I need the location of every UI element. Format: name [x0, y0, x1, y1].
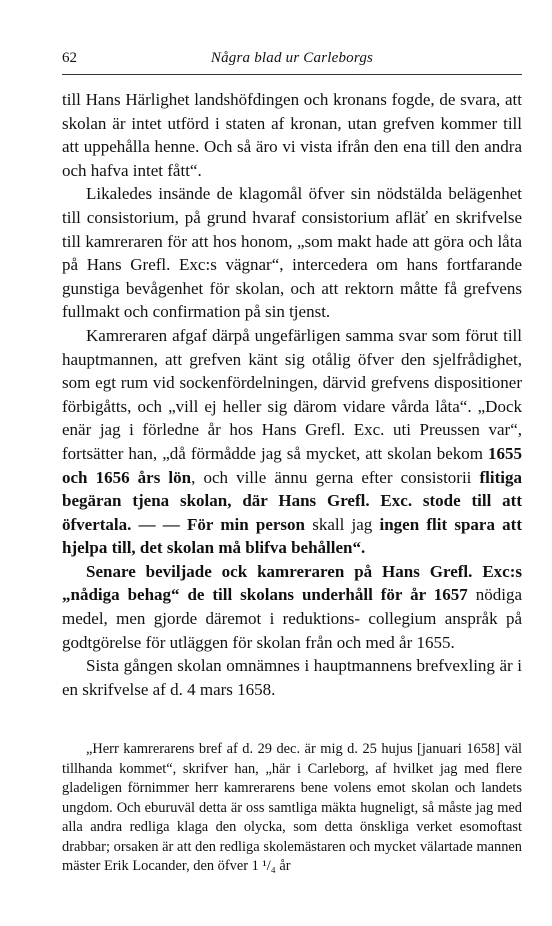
paragraph-4-text: nödiga medel, men gjorde däremot i reduktions- collegium anspråk på godtgörelse för utläggen för skolan från och med år 1655. [62, 585, 522, 652]
paragraph-3-bold-1: 1655 och 1656 års lön [62, 443, 522, 487]
body-text [62, 88, 522, 701]
running-title: Några blad ur Carleborgs [210, 50, 374, 66]
paragraph-4-bold: Senare beviljade ock kamreraren på Hans Grefl. Exc:s „nådiga behag“ de till skolans underhåll för år 1657 [62, 561, 522, 605]
paragraph-3-text-d: må blifva behållen [214, 538, 353, 558]
paragraph-3-text-a: Kamreraren afgaf därpå ungefärligen samma svar som förut till hauptmannen, att grefven känt sig otålig öfver den sjelfrådighet, som egt rum vid sockenfördelningen, därvid grefvens dispositioner förbigåtts, och „vill ej heller sig därom vidare vårda låta“. „Dock enär jag i förledne år hos Hans Grefl. Exc. uti Preussen var“, fortsätter han, „då förmådde jag så mycket, att skolan bekom [62, 325, 522, 463]
quoted-letter: „Herr kamrerarens bref af d. 29 dec. är mig d. 25 hujus [januari 1658] väl tillhanda kommet“, skrifver han, „här i Carleborg, af hvilket jag med flere gladeligen förnimmer herr kamrerarens bene volens emot skolan och landets ungdom. Och eburuväl detta är oss samtliga mäkta hugneligt, så måste jag med alla andra redliga klaga den olycka, som detta önskliga verket esomoftast drabbar; orsaken är att den redliga skolemästaren och mycket välartade mannen mäster Erik Locander, den öfver 1 ¹/₄ år [62, 741, 522, 874]
paragraph-5: Sista gången skolan omnämnes i hauptmannens brefvexling är i en skrifvelse af d. 4 mars 1658. [62, 656, 522, 699]
paragraph-3-text-c: skall jag [305, 514, 380, 534]
paragraph-3-bold-3: ingen flit spara att hjelpa till, det skolan [62, 514, 522, 558]
paragraph-3-text-e: “. [352, 538, 366, 558]
paragraph-1: till Hans Härlighet landshöfdingen och kronans fogde, de svara, att skolan är intet utförd i staten af kronan, utan grefven kommer till att uppehålla henne. Och så äro vi vista ifrån den ena till den andra och hafva intet fått“. [62, 90, 522, 180]
paragraph-3-text-b: , och ville ännu gerna efter consistorii [191, 467, 480, 487]
paragraph-2: Likaledes insände de klagomål öfver sin nödstälda belägenhet till consistorium, på grund hvaraf consistorium afläť en skrifvelse till kamreraren för att hos honom, „som makt hade att göra och låta på Hans Grefl. Exc:s vägnar“, intercedera om hans fortfarande gunstiga bevågenhet för skolan, och att rektorn måtte få grefvens fullmakt och confirmation på sin tjenst. [62, 184, 522, 322]
page-number: 62 [62, 50, 77, 66]
paragraph-4 [62, 560, 522, 654]
paragraph-3 [62, 324, 522, 560]
header-rule [62, 74, 522, 75]
page-header [62, 50, 522, 74]
paragraph-3-bold-2: flitiga begäran tjena skolan, där Hans Grefl. Exc. stode till att öfvertala. — — För min person [62, 467, 522, 534]
